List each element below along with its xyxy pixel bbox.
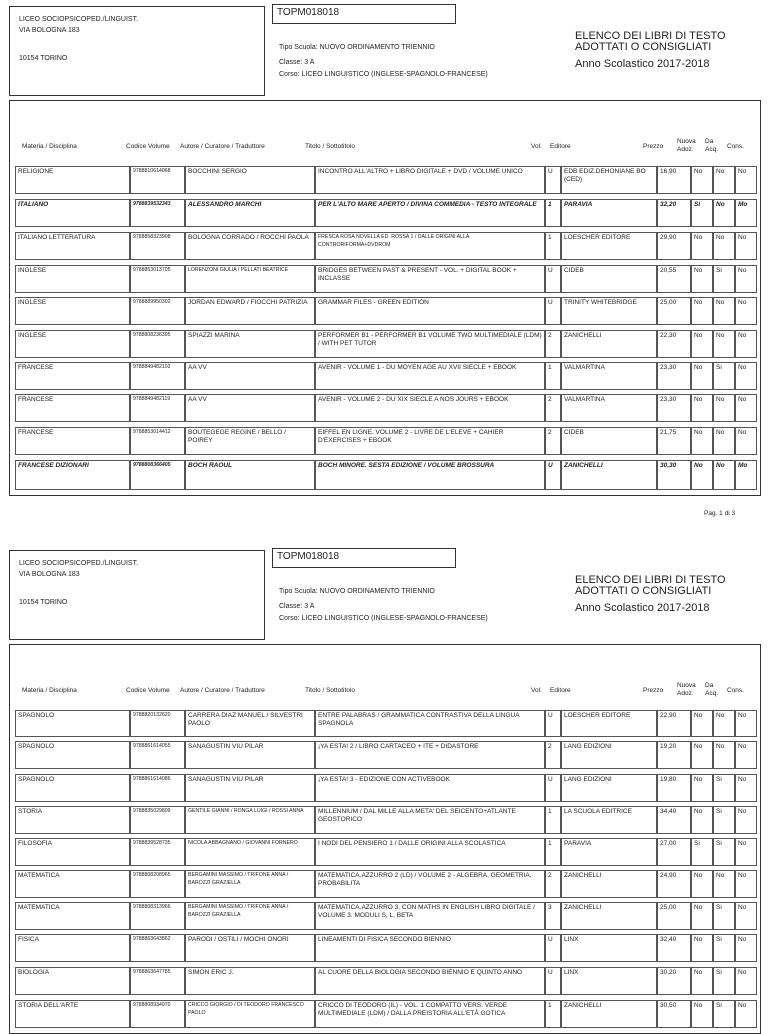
cell-editore: VALMARTINA: [561, 362, 657, 390]
cell-cons: No: [735, 297, 757, 325]
cell-cons: No: [735, 166, 757, 194]
cell-nuova: No: [691, 741, 713, 769]
cell-nuova: No: [691, 460, 713, 490]
cell-editore: PARAVIA: [561, 199, 657, 227]
cell-nuova: No: [691, 362, 713, 390]
cell-titolo: AVENIR - VOLUME 1 - DU MOYEN AGE AU XVII SIECLE + EBOOK: [315, 362, 545, 390]
cell-da: No: [713, 394, 735, 422]
cell-vol: U: [545, 774, 561, 802]
cell-editore: EDB EDIZ.DEHONIANE BO (CED): [561, 166, 657, 194]
corso: Corso: LICEO LINGUISTICO (INGLESE-SPAGNOLO-FRANCESE): [279, 71, 488, 78]
cell-cons: No: [735, 806, 757, 834]
cell-editore: CIDEB: [561, 427, 657, 455]
cell-autore: BERGAMINI MASSIMO / TRIFONE ANNA / BAROZZI GRAZIELLA: [185, 870, 315, 898]
cell-nuova: No: [691, 967, 713, 995]
cell-da: Si: [713, 967, 735, 995]
cell-titolo: MATEMATICA.AZZURRO 2 (LD) / VOLUME 2 - ALGEBRA, GEOMETRIA, PROBABILITA: [315, 870, 545, 898]
cell-materia: INGLESE: [15, 265, 130, 293]
cell-da: No: [713, 427, 735, 455]
cell-materia: ITALIANO LETTERATURA: [15, 232, 130, 260]
cell-nuova: No: [691, 427, 713, 455]
table-row: [9, 297, 751, 325]
cell-vol: 1: [545, 362, 561, 390]
cell-prezzo: 24,90: [657, 870, 691, 898]
cell-cons: No: [735, 741, 757, 769]
cell-cons: No: [735, 427, 757, 455]
table-row: [9, 902, 751, 930]
cell-prezzo: 27,00: [657, 838, 691, 866]
cell-da: Si: [713, 265, 735, 293]
cell-materia: BIOLOGIA: [15, 967, 130, 995]
cell-codice: 9788820132620: [130, 710, 185, 737]
cell-materia: MATEMATICA: [15, 902, 130, 930]
cell-materia: INGLESE: [15, 330, 130, 358]
table-row: [9, 774, 751, 802]
cell-da: No: [713, 330, 735, 358]
cell-materia: FILOSOFIA: [15, 838, 130, 866]
school-name: LICEO SOCIOPSICOPED./LINGUIST.: [19, 560, 139, 567]
cell-da: No: [713, 460, 735, 490]
cell-editore: ZANICHELLI: [561, 460, 657, 490]
cell-cons: No: [735, 394, 757, 422]
cell-nuova: No: [691, 934, 713, 962]
cell-editore: VALMARTINA: [561, 394, 657, 422]
table-row: [9, 870, 751, 898]
cell-codice: 9788808366405: [130, 460, 185, 490]
cell-prezzo: 22,30: [657, 330, 691, 358]
cell-codice: 9788889950302: [130, 297, 185, 325]
cell-prezzo: 25,00: [657, 902, 691, 930]
cell-editore: LANG EDIZIONI: [561, 774, 657, 802]
cell-prezzo: 22,90: [657, 710, 691, 737]
table-row: [9, 460, 751, 490]
header-autore: Autore / Curatore / Traduttore: [180, 143, 265, 150]
table-row: [9, 232, 751, 260]
cell-cons: No: [735, 870, 757, 898]
cell-vol: 1: [545, 232, 561, 260]
header-da-1: Da: [705, 138, 714, 145]
cell-nuova: No: [691, 166, 713, 194]
table-row: [9, 838, 751, 866]
cell-nuova: No: [691, 870, 713, 898]
cell-cons: No: [735, 934, 757, 962]
header-nuova-1: Nuova: [677, 138, 696, 145]
corso: Corso: LICEO LINGUISTICO (INGLESE-SPAGNOLO-FRANCESE): [279, 615, 488, 622]
cell-titolo: GRAMMAR FILES - GREEN EDITION: [315, 297, 545, 325]
cell-codice: 9788839532343: [130, 199, 185, 227]
cell-da: Si: [713, 934, 735, 962]
cell-materia: RELIGIONE: [15, 166, 130, 194]
cell-nuova: No: [691, 710, 713, 737]
table-row: [9, 427, 751, 455]
header-prezzo: Prezzo: [643, 687, 664, 694]
cell-materia: FRANCESE: [15, 362, 130, 390]
header-autore: Autore / Curatore / Traduttore: [180, 687, 265, 694]
cell-prezzo: 34,40: [657, 806, 691, 834]
cell-cons: Mo: [735, 460, 757, 490]
classe: Classe: 3 A: [279, 59, 315, 66]
cell-editore: LOESCHER EDITORE: [561, 232, 657, 260]
header-da-1: Da: [705, 682, 714, 689]
school-code: TOPM018018: [272, 4, 456, 24]
header-da-2: Acq.: [705, 690, 719, 697]
cell-codice: 9788808934970: [130, 1000, 185, 1028]
school-city: 10154 TORINO: [19, 55, 68, 62]
cell-da: No: [713, 741, 735, 769]
cell-codice: 9788835029809: [130, 806, 185, 834]
school-info-box: [9, 550, 265, 640]
cell-materia: SPAGNOLO: [15, 741, 130, 769]
cell-codice: 9788861614055: [130, 741, 185, 769]
cell-editore: ZANICHELLI: [561, 870, 657, 898]
cell-da: No: [713, 297, 735, 325]
cell-autore: PARODI / OSTILI / MOCHI ONORI: [185, 934, 315, 962]
cell-titolo: INCONTRO ALL'ALTRO + LIBRO DIGITALE + DVD / VOLUME UNICO: [315, 166, 545, 194]
cell-codice: 9788810614068: [130, 166, 185, 194]
cell-materia: FRANCESE: [15, 394, 130, 422]
cell-nuova: No: [691, 330, 713, 358]
table-row: [9, 166, 751, 194]
cell-titolo: LINEAMENTI DI FISICA SECONDO BIENNIO: [315, 934, 545, 962]
cell-titolo: PER L'ALTO MARE APERTO / DIVINA COMMEDIA - TESTO INTEGRALE: [315, 199, 545, 227]
cell-editore: ZANICHELLI: [561, 330, 657, 358]
cell-titolo: FRESCA ROSA NOVELLA ED. ROSSA 1 / DALLE ORIGINI ALLA CONTRORIFORMA+DVDROM: [315, 232, 545, 260]
cell-autore: SANAGUSTIN VIU PILAR: [185, 741, 315, 769]
table-row: [9, 362, 751, 390]
table-row: [9, 741, 751, 769]
cell-titolo: ¡YA ESTA! 3 - EDIZIONE CON ACTIVEBOOK: [315, 774, 545, 802]
cell-cons: No: [735, 265, 757, 293]
school-street: VIA BOLOGNA 183: [19, 27, 80, 34]
cell-da: Si: [713, 362, 735, 390]
cell-materia: INGLESE: [15, 297, 130, 325]
header-codice: Codice Volume: [126, 687, 170, 694]
cell-codice: 9788863643862: [130, 934, 185, 962]
cell-prezzo: 16,90: [657, 166, 691, 194]
header-vol: Vol.: [531, 687, 542, 694]
cell-editore: ZANICHELLI: [561, 902, 657, 930]
table-row: [9, 710, 751, 737]
cell-cons: No: [735, 1000, 757, 1028]
doc-title-line2: ADOTTATI O CONSIGLIATI: [575, 585, 712, 597]
cell-vol: 2: [545, 427, 561, 455]
cell-editore: ZANICHELLI: [561, 1000, 657, 1028]
header-materia: Materia / Disciplina: [22, 687, 77, 694]
cell-titolo: EIFFEL EN LIGNE. VOLUME 2 - LIVRE DE L'ELEVE + CAHIER D'EXERCISES + EBOOK: [315, 427, 545, 455]
cell-cons: No: [735, 362, 757, 390]
cell-codice: 9788808313966: [130, 902, 185, 930]
header-prezzo: Prezzo: [643, 143, 664, 150]
cell-codice: 9788858323908: [130, 232, 185, 260]
cell-titolo: BRIDGES BETWEEN PAST & PRESENT - VOL. + DIGITAL BOOK + INCLASSE: [315, 265, 545, 293]
cell-titolo: MILLENNIUM / DAL MILLE ALLA META' DEL SEICENTO+ATLANTE GEOSTORICO: [315, 806, 545, 834]
cell-prezzo: 32,40: [657, 934, 691, 962]
cell-autore: AA VV: [185, 394, 315, 422]
table-row: [9, 330, 751, 358]
cell-codice: 9788853013705: [130, 265, 185, 293]
doc-title-line2: ADOTTATI O CONSIGLIATI: [575, 41, 712, 53]
cell-editore: LANG EDIZIONI: [561, 741, 657, 769]
table-row: [9, 967, 751, 995]
cell-nuova: No: [691, 297, 713, 325]
cell-cons: Mo: [735, 199, 757, 227]
cell-materia: FISICA: [15, 934, 130, 962]
cell-vol: 3: [545, 902, 561, 930]
cell-codice: 9788861614086: [130, 774, 185, 802]
cell-codice: 9788808236395: [130, 330, 185, 358]
header-nuova-2: Adoz.: [677, 146, 694, 153]
cell-da: No: [713, 166, 735, 194]
cell-autore: AA VV: [185, 362, 315, 390]
cell-titolo: CRICCO DI TEODORO (IL) - VOL. 1 COMPATTO VERS. VERDE MULTIMEDIALE (LDM) / DALLA PREISTORIA ALL'ETÀ GOTICA: [315, 1000, 545, 1028]
cell-editore: LINX: [561, 934, 657, 962]
cell-autore: CRICCO GIORGIO / DI TEODORO FRANCESCO PAOLO: [185, 1000, 315, 1028]
cell-autore: BOLOGNA CORRADO / ROCCHI PAOLA: [185, 232, 315, 260]
cell-autore: BOUTEGEGE REGINE / BELLO / POIREY: [185, 427, 315, 455]
cell-autore: SANAGUSTIN VIU PILAR: [185, 774, 315, 802]
cell-cons: No: [735, 902, 757, 930]
cell-materia: FRANCESE: [15, 427, 130, 455]
cell-materia: STORIA DELL'ARTE: [15, 1000, 130, 1028]
cell-da: Si: [713, 806, 735, 834]
cell-vol: U: [545, 967, 561, 995]
school-code: TOPM018018: [272, 548, 456, 568]
cell-editore: LOESCHER EDITORE: [561, 710, 657, 737]
cell-prezzo: 19,20: [657, 741, 691, 769]
cell-codice: 9788853014412: [130, 427, 185, 455]
header-nuova-2: Adoz.: [677, 690, 694, 697]
cell-nuova: No: [691, 265, 713, 293]
cell-da: No: [713, 710, 735, 737]
header-editore: Editore: [550, 143, 571, 150]
cell-da: No: [713, 199, 735, 227]
cell-autore: LORENZONI GIULIA / PELLATI BEATRICE: [185, 265, 315, 293]
cell-da: No: [713, 870, 735, 898]
cell-autore: ALESSANDRO MARCHI: [185, 199, 315, 227]
cell-vol: 2: [545, 741, 561, 769]
table-row: [9, 199, 751, 227]
cell-titolo: BOCH MINORE. SESTA EDIZIONE / VOLUME BROSSURA: [315, 460, 545, 490]
cell-autore: BOCH RAOUL: [185, 460, 315, 490]
cell-da: Si: [713, 838, 735, 866]
cell-materia: FRANCESE DIZIONARI: [15, 460, 130, 490]
cell-vol: 2: [545, 394, 561, 422]
cell-prezzo: 23,30: [657, 362, 691, 390]
cell-cons: No: [735, 710, 757, 737]
classe: Classe: 3 A: [279, 603, 315, 610]
cell-codice: 9788849482102: [130, 362, 185, 390]
cell-materia: MATEMATICA: [15, 870, 130, 898]
tipo-scuola: Tipo Scuola: NUOVO ORDINAMENTO TRIENNIO: [279, 588, 435, 595]
cell-cons: No: [735, 838, 757, 866]
cell-autore: BERGAMINI MASSIMO / TRIFONE ANNA / BAROZZI GRAZIELLA: [185, 902, 315, 930]
cell-materia: STORIA: [15, 806, 130, 834]
cell-autore: GENTILE GIANNI / RONGA LUIGI / ROSSI ANNA: [185, 806, 315, 834]
cell-nuova: Si: [691, 838, 713, 866]
cell-prezzo: 32,20: [657, 199, 691, 227]
cell-vol: 1: [545, 199, 561, 227]
header-codice: Codice Volume: [126, 143, 170, 150]
cell-titolo: MATEMATICA.AZZURRO 3. CON MATHS IN ENGLISH LIBRO DIGITALE / VOLUME 3. MODULI S, L, BETA: [315, 902, 545, 930]
cell-cons: No: [735, 774, 757, 802]
cell-vol: U: [545, 166, 561, 194]
cell-titolo: I NODI DEL PENSIERO 1 / DALLE ORIGINI ALLA SCOLASTICA: [315, 838, 545, 866]
cell-titolo: AVENIR - VOLUME 2 - DU XIX SIECLE A NOS JOURS + EBOOK: [315, 394, 545, 422]
header-da-2: Acq.: [705, 146, 719, 153]
cell-titolo: ENTRE PALABRAS / GRAMMATICA CONTRASTIVA DELLA LINGUA SPAGNOLA: [315, 710, 545, 737]
cell-nuova: No: [691, 394, 713, 422]
cell-editore: LA SCUOLA EDITRICE: [561, 806, 657, 834]
school-name: LICEO SOCIOPSICOPED./LINGUIST.: [19, 16, 139, 23]
cell-vol: 1: [545, 838, 561, 866]
cell-cons: No: [735, 232, 757, 260]
cell-codice: 9788839528735: [130, 838, 185, 866]
cell-autore: SIMON ERIC J.: [185, 967, 315, 995]
school-street: VIA BOLOGNA 183: [19, 571, 80, 578]
cell-nuova: No: [691, 806, 713, 834]
cell-editore: PARAVIA: [561, 838, 657, 866]
cell-materia: SPAGNOLO: [15, 774, 130, 802]
cell-titolo: PERFORMER B1 - PERFORMER B1 VOLUME TWO MULTIMEDIALE (LDM) / WITH PET TUTOR: [315, 330, 545, 358]
cell-prezzo: 30,30: [657, 460, 691, 490]
pagination: Pag. 1 di 3: [704, 510, 736, 517]
header-materia: Materia / Disciplina: [22, 143, 77, 150]
cell-vol: 1: [545, 806, 561, 834]
cell-prezzo: 20,55: [657, 265, 691, 293]
cell-vol: 2: [545, 330, 561, 358]
cell-nuova: Si: [691, 199, 713, 227]
table-row: [9, 394, 751, 422]
cell-cons: No: [735, 967, 757, 995]
table-row: [9, 806, 751, 834]
cell-da: No: [713, 232, 735, 260]
cell-vol: 2: [545, 870, 561, 898]
cell-da: Si: [713, 774, 735, 802]
cell-prezzo: 30,20: [657, 967, 691, 995]
school-city: 10154 TORINO: [19, 599, 68, 606]
doc-title-line1: ELENCO DEI LIBRI DI TESTO: [575, 574, 726, 586]
header-editore: Editore: [550, 687, 571, 694]
cell-vol: 1: [545, 1000, 561, 1028]
cell-nuova: No: [691, 774, 713, 802]
cell-nuova: No: [691, 1000, 713, 1028]
cell-codice: 9788863647785: [130, 967, 185, 995]
cell-vol: U: [545, 297, 561, 325]
school-info-box: [9, 6, 265, 96]
cell-editore: TRINITY WHITEBRIDGE: [561, 297, 657, 325]
cell-cons: No: [735, 330, 757, 358]
cell-vol: U: [545, 265, 561, 293]
school-year: Anno Scolastico 2017-2018: [575, 602, 710, 614]
table-row: [9, 265, 751, 293]
tipo-scuola: Tipo Scuola: NUOVO ORDINAMENTO TRIENNIO: [279, 44, 435, 51]
cell-codice: 9788849482119: [130, 394, 185, 422]
cell-prezzo: 25,00: [657, 297, 691, 325]
doc-title-line1: ELENCO DEI LIBRI DI TESTO: [575, 30, 726, 42]
cell-prezzo: 19,80: [657, 774, 691, 802]
cell-vol: U: [545, 934, 561, 962]
cell-nuova: No: [691, 232, 713, 260]
cell-autore: CARRERA DIAZ MANUEL / SILVESTRI PAOLO: [185, 710, 315, 737]
cell-editore: CIDEB: [561, 265, 657, 293]
table-row: [9, 934, 751, 962]
cell-titolo: ¡YA ESTA! 2 / LIBRO CARTACEO + ITE + DIDASTORE: [315, 741, 545, 769]
cell-vol: U: [545, 460, 561, 490]
cell-codice: 9788808208965: [130, 870, 185, 898]
header-titolo: Titolo / Sottotitolo: [305, 687, 355, 694]
cell-autore: NICOLA ABBAGNANO / GIOVANNI FORNERO: [185, 838, 315, 866]
cell-prezzo: 29,90: [657, 232, 691, 260]
school-year: Anno Scolastico 2017-2018: [575, 58, 710, 70]
cell-prezzo: 21,75: [657, 427, 691, 455]
header-titolo: Titolo / Sottotitolo: [305, 143, 355, 150]
cell-prezzo: 30,50: [657, 1000, 691, 1028]
header-nuova-1: Nuova: [677, 682, 696, 689]
cell-autore: SPIAZZI MARINA: [185, 330, 315, 358]
cell-da: Si: [713, 902, 735, 930]
cell-editore: LINX: [561, 967, 657, 995]
cell-da: Si: [713, 1000, 735, 1028]
cell-materia: SPAGNOLO: [15, 710, 130, 737]
cell-autore: BOCCHINI SERGIO: [185, 166, 315, 194]
cell-autore: JORDAN EDWARD / FIOCCHI PATRIZIA: [185, 297, 315, 325]
header-cons: Cons.: [727, 143, 744, 150]
cell-materia: ITALIANO: [15, 199, 130, 227]
cell-nuova: No: [691, 902, 713, 930]
header-cons: Cons.: [727, 687, 744, 694]
header-vol: Vol.: [531, 143, 542, 150]
cell-prezzo: 23,30: [657, 394, 691, 422]
cell-titolo: AL CUORE DELLA BIOLOGIA SECONDO BIENNIO E QUINTO ANNO: [315, 967, 545, 995]
cell-vol: U: [545, 710, 561, 737]
